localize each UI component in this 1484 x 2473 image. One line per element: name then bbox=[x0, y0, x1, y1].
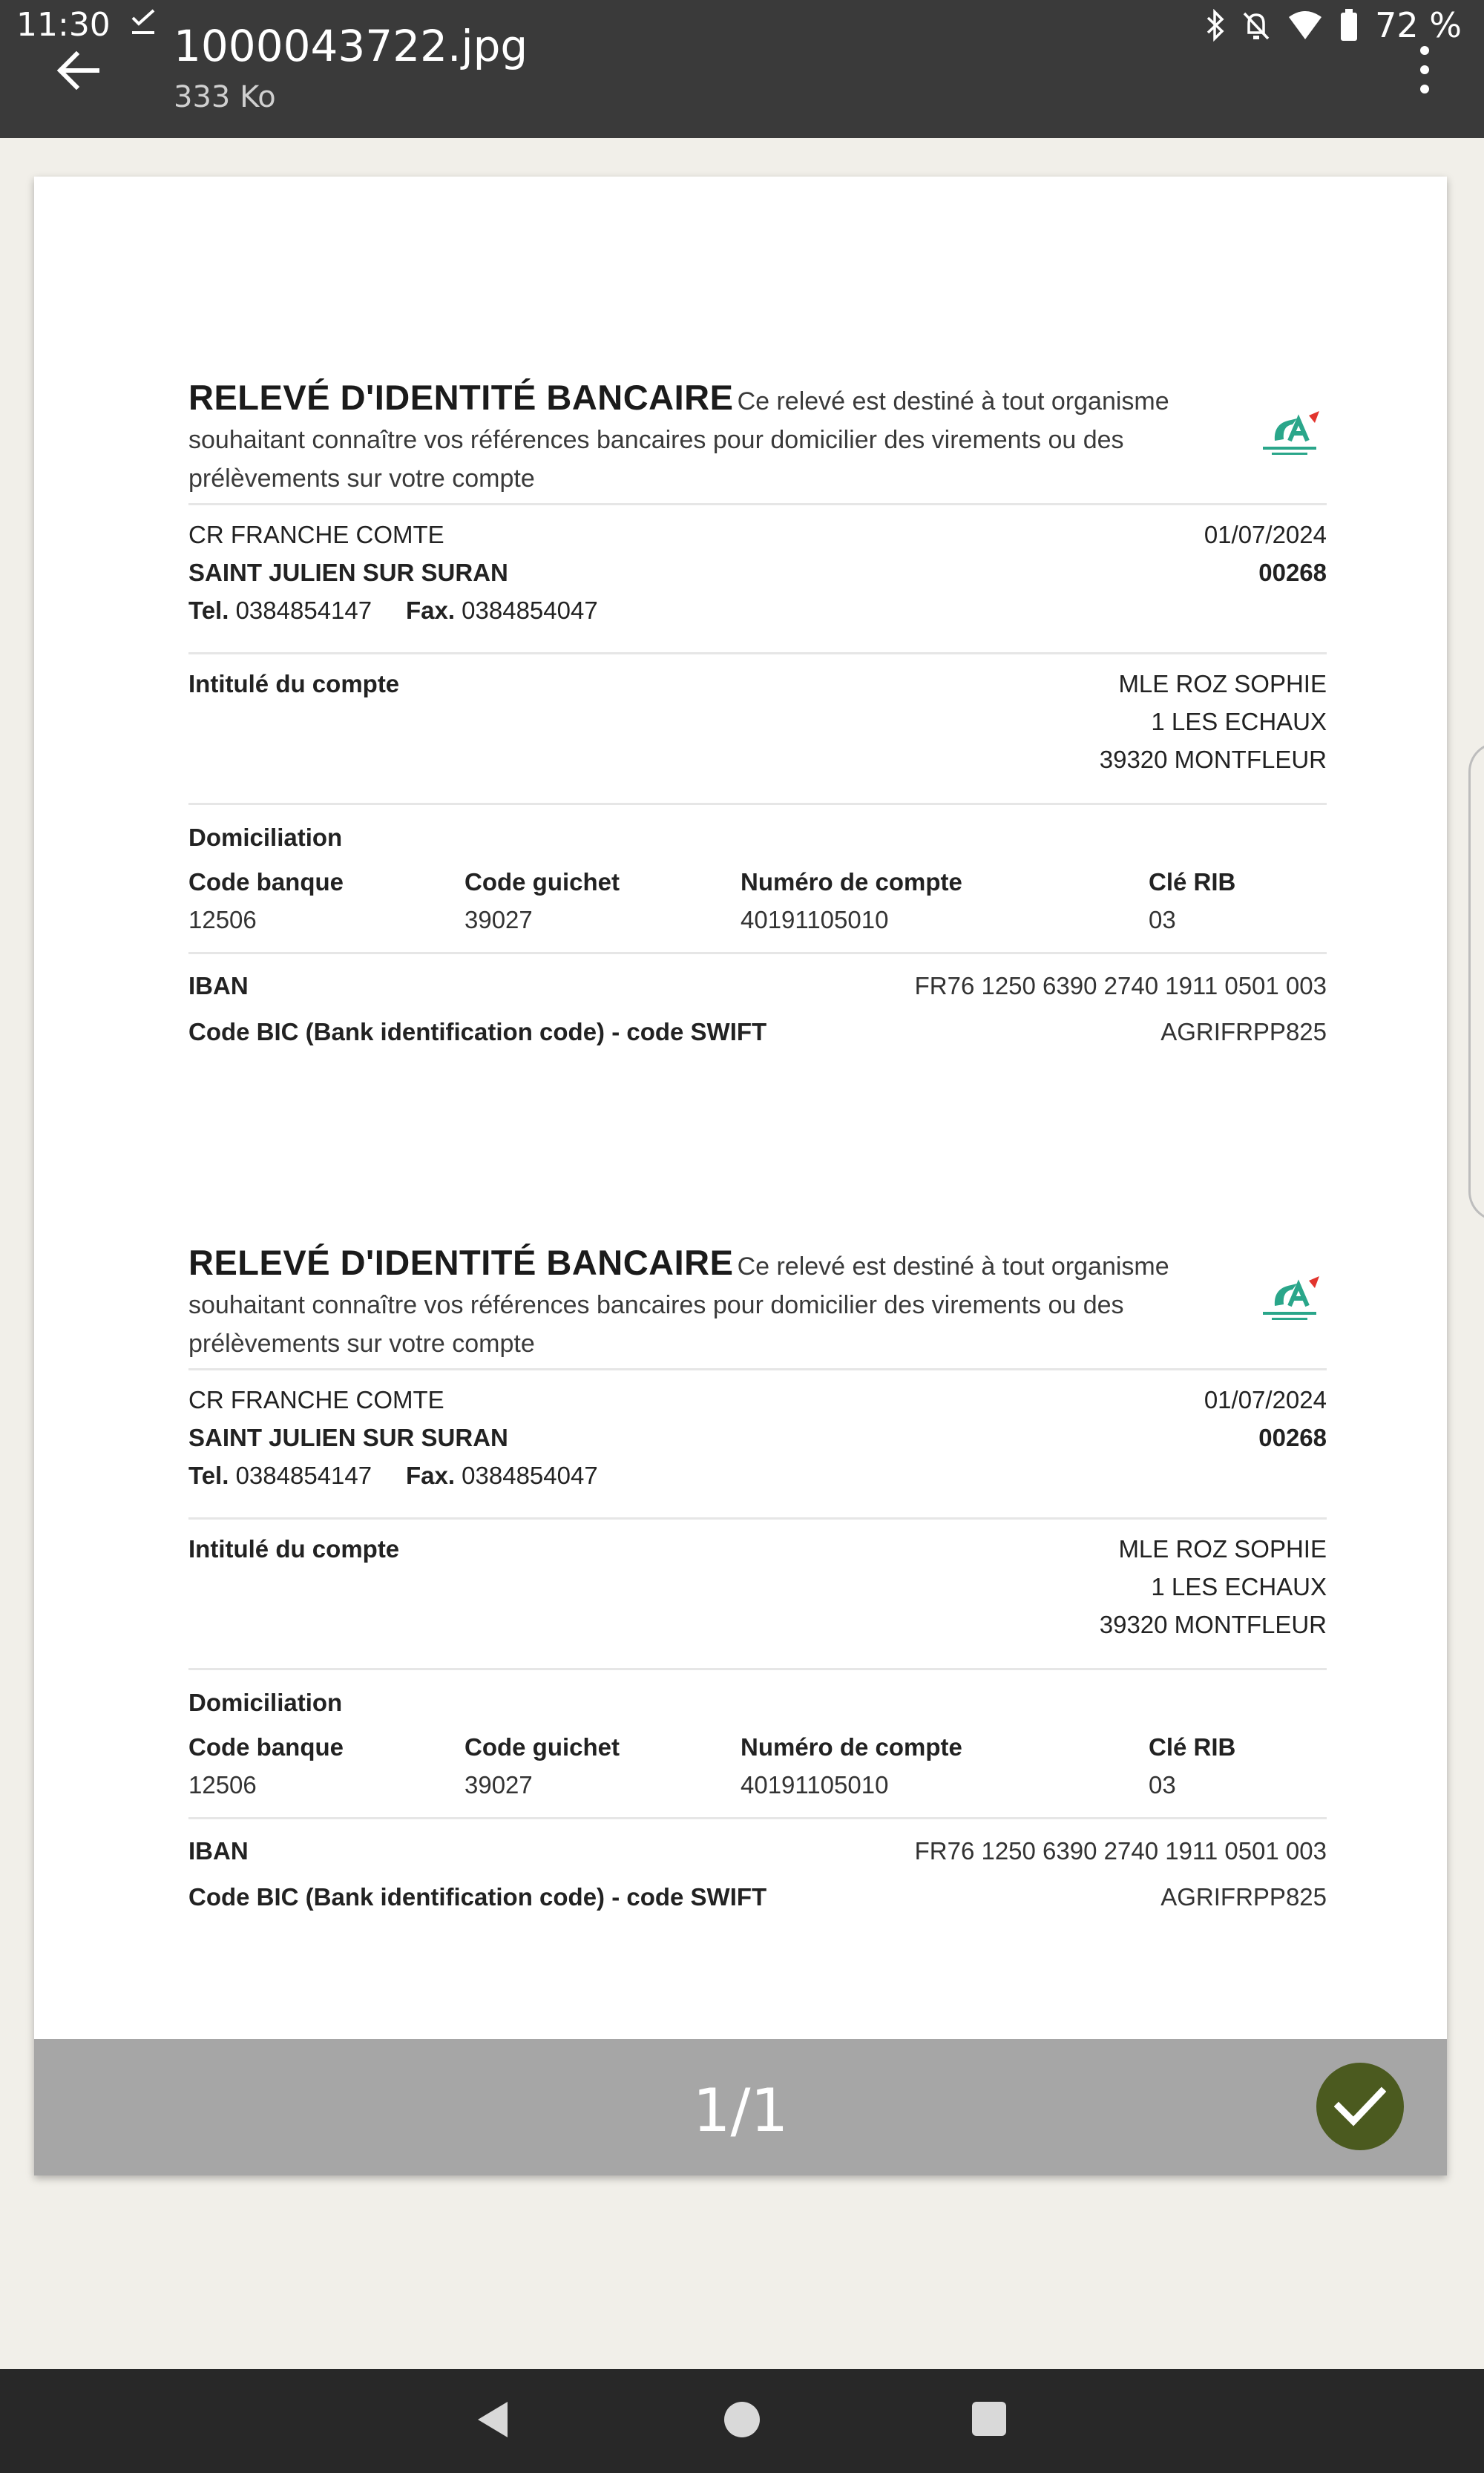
app-bar bbox=[0, 0, 1484, 138]
cle-rib-value: 03 bbox=[1149, 906, 1176, 933]
fax-value: 0384854047 bbox=[462, 1462, 598, 1489]
rib-description: Ce relevé est destiné à tout organisme souhaitant connaître vos références bancaires pour domicilier des virements ou des prélèvements sur votre compte bbox=[188, 1252, 1169, 1358]
rib-title: RELEVÉ D'IDENTITÉ BANCAIRE bbox=[188, 378, 734, 417]
code-guichet-value: 39027 bbox=[464, 906, 533, 933]
holder-name: MLE ROZ SOPHIE bbox=[1118, 670, 1327, 697]
bank-name: CR FRANCHE COMTE bbox=[188, 521, 444, 548]
bic-label: Code BIC (Bank identification code) - code SWIFT bbox=[188, 1882, 767, 1911]
nav-back-button[interactable] bbox=[475, 2400, 510, 2439]
rib-code: 00268 bbox=[1258, 559, 1327, 586]
credit-agricole-logo bbox=[1252, 1272, 1327, 1331]
code-guichet-label: Code guichet bbox=[464, 1733, 620, 1761]
rib-description: Ce relevé est destiné à tout organisme souhaitant connaître vos références bancaires pour domicilier des virements ou des prélèvements sur votre compte bbox=[188, 387, 1169, 493]
rib-date: 01/07/2024 bbox=[1204, 1386, 1327, 1413]
battery-level: 72 % bbox=[1375, 5, 1462, 45]
wifi-icon bbox=[1287, 10, 1323, 41]
iban-value: FR76 1250 6390 2740 1911 0501 003 bbox=[914, 971, 1327, 999]
iban-row bbox=[188, 954, 1327, 1008]
bank-name: CR FRANCHE COMTE bbox=[188, 1386, 444, 1413]
code-banque-label: Code banque bbox=[188, 868, 344, 896]
credit-agricole-logo bbox=[1252, 407, 1327, 466]
tel-label: Tel. bbox=[188, 1462, 229, 1489]
cle-rib-label: Clé RIB bbox=[1149, 868, 1236, 896]
cle-rib-label: Clé RIB bbox=[1149, 1733, 1236, 1761]
system-navigation-bar bbox=[0, 2369, 1484, 2473]
status-icons bbox=[1206, 6, 1462, 45]
more-vert-icon bbox=[1420, 46, 1429, 55]
domiciliation-label: Domiciliation bbox=[188, 1689, 343, 1716]
rib-block bbox=[188, 377, 1327, 1055]
iban-row bbox=[188, 1819, 1327, 1873]
back-button[interactable] bbox=[45, 41, 111, 100]
code-banque-value: 12506 bbox=[188, 906, 257, 933]
domiciliation-label: Domiciliation bbox=[188, 824, 343, 851]
arrow-left-icon bbox=[56, 51, 100, 90]
cle-rib-value: 03 bbox=[1149, 1771, 1176, 1799]
download-done-icon bbox=[130, 7, 157, 37]
holder-address-1: 1 LES ECHAUX bbox=[1151, 708, 1327, 735]
confirm-button[interactable] bbox=[1316, 2063, 1404, 2150]
code-guichet-label: Code guichet bbox=[464, 868, 620, 896]
bic-label: Code BIC (Bank identification code) - code SWIFT bbox=[188, 1017, 767, 1045]
code-guichet-value: 39027 bbox=[464, 1771, 533, 1799]
iban-value: FR76 1250 6390 2740 1911 0501 003 bbox=[914, 1836, 1327, 1865]
holder-address-1: 1 LES ECHAUX bbox=[1151, 1573, 1327, 1600]
holder-address-2: 39320 MONTFLEUR bbox=[1099, 1611, 1327, 1638]
file-name: 1000043722.jpg bbox=[174, 21, 528, 71]
tel-label: Tel. bbox=[188, 597, 229, 624]
rib-date: 01/07/2024 bbox=[1204, 521, 1327, 548]
tel-value: 0384854147 bbox=[235, 1462, 372, 1489]
battery-icon bbox=[1339, 9, 1359, 42]
notifications-off-icon bbox=[1241, 9, 1271, 42]
page-counter: 1/1 bbox=[692, 2076, 789, 2145]
status-time: 11:30 bbox=[16, 6, 111, 44]
bank-codes bbox=[188, 1728, 1327, 1817]
iban-label: IBAN bbox=[188, 971, 249, 999]
iban-label: IBAN bbox=[188, 1836, 249, 1865]
account-label: Intitulé du compte bbox=[188, 1535, 400, 1563]
overflow-menu-button[interactable] bbox=[1410, 46, 1439, 93]
bank-info bbox=[188, 1370, 1327, 1517]
fax-label: Fax. bbox=[405, 1462, 455, 1489]
bluetooth-icon bbox=[1206, 9, 1225, 42]
numero-compte-value: 40191105010 bbox=[741, 1771, 889, 1799]
numero-compte-label: Numéro de compte bbox=[741, 1733, 962, 1761]
bank-codes bbox=[188, 863, 1327, 952]
numero-compte-label: Numéro de compte bbox=[741, 868, 962, 896]
numero-compte-value: 40191105010 bbox=[741, 906, 889, 933]
code-banque-value: 12506 bbox=[188, 1771, 257, 1799]
bic-value: AGRIFRPP825 bbox=[1160, 1017, 1327, 1045]
fax-value: 0384854047 bbox=[462, 597, 598, 624]
fax-label: Fax. bbox=[405, 597, 455, 624]
bic-row bbox=[188, 1873, 1327, 1920]
bank-branch: SAINT JULIEN SUR SURAN bbox=[188, 559, 508, 586]
bic-row bbox=[188, 1008, 1327, 1055]
holder-address-2: 39320 MONTFLEUR bbox=[1099, 746, 1327, 773]
page-footer-bar bbox=[34, 2039, 1447, 2175]
rib-block bbox=[188, 1242, 1327, 1920]
nav-recents-button[interactable] bbox=[972, 2402, 1006, 2436]
rib-header bbox=[188, 1242, 1327, 1368]
rib-title: RELEVÉ D'IDENTITÉ BANCAIRE bbox=[188, 1243, 734, 1282]
account-label: Intitulé du compte bbox=[188, 670, 400, 697]
rib-header bbox=[188, 377, 1327, 503]
code-banque-label: Code banque bbox=[188, 1733, 344, 1761]
document-page bbox=[34, 177, 1447, 2175]
holder-name: MLE ROZ SOPHIE bbox=[1118, 1535, 1327, 1563]
rib-code: 00268 bbox=[1258, 1424, 1327, 1451]
edge-panel-handle[interactable] bbox=[1468, 742, 1484, 1221]
file-size: 333 Ko bbox=[174, 80, 276, 114]
account-holder bbox=[188, 1520, 1327, 1668]
check-icon bbox=[1334, 2086, 1386, 2127]
bank-branch: SAINT JULIEN SUR SURAN bbox=[188, 1424, 508, 1451]
account-holder bbox=[188, 654, 1327, 803]
nav-home-button[interactable] bbox=[724, 2402, 760, 2437]
tel-value: 0384854147 bbox=[235, 597, 372, 624]
bank-info bbox=[188, 505, 1327, 652]
bic-value: AGRIFRPP825 bbox=[1160, 1882, 1327, 1911]
